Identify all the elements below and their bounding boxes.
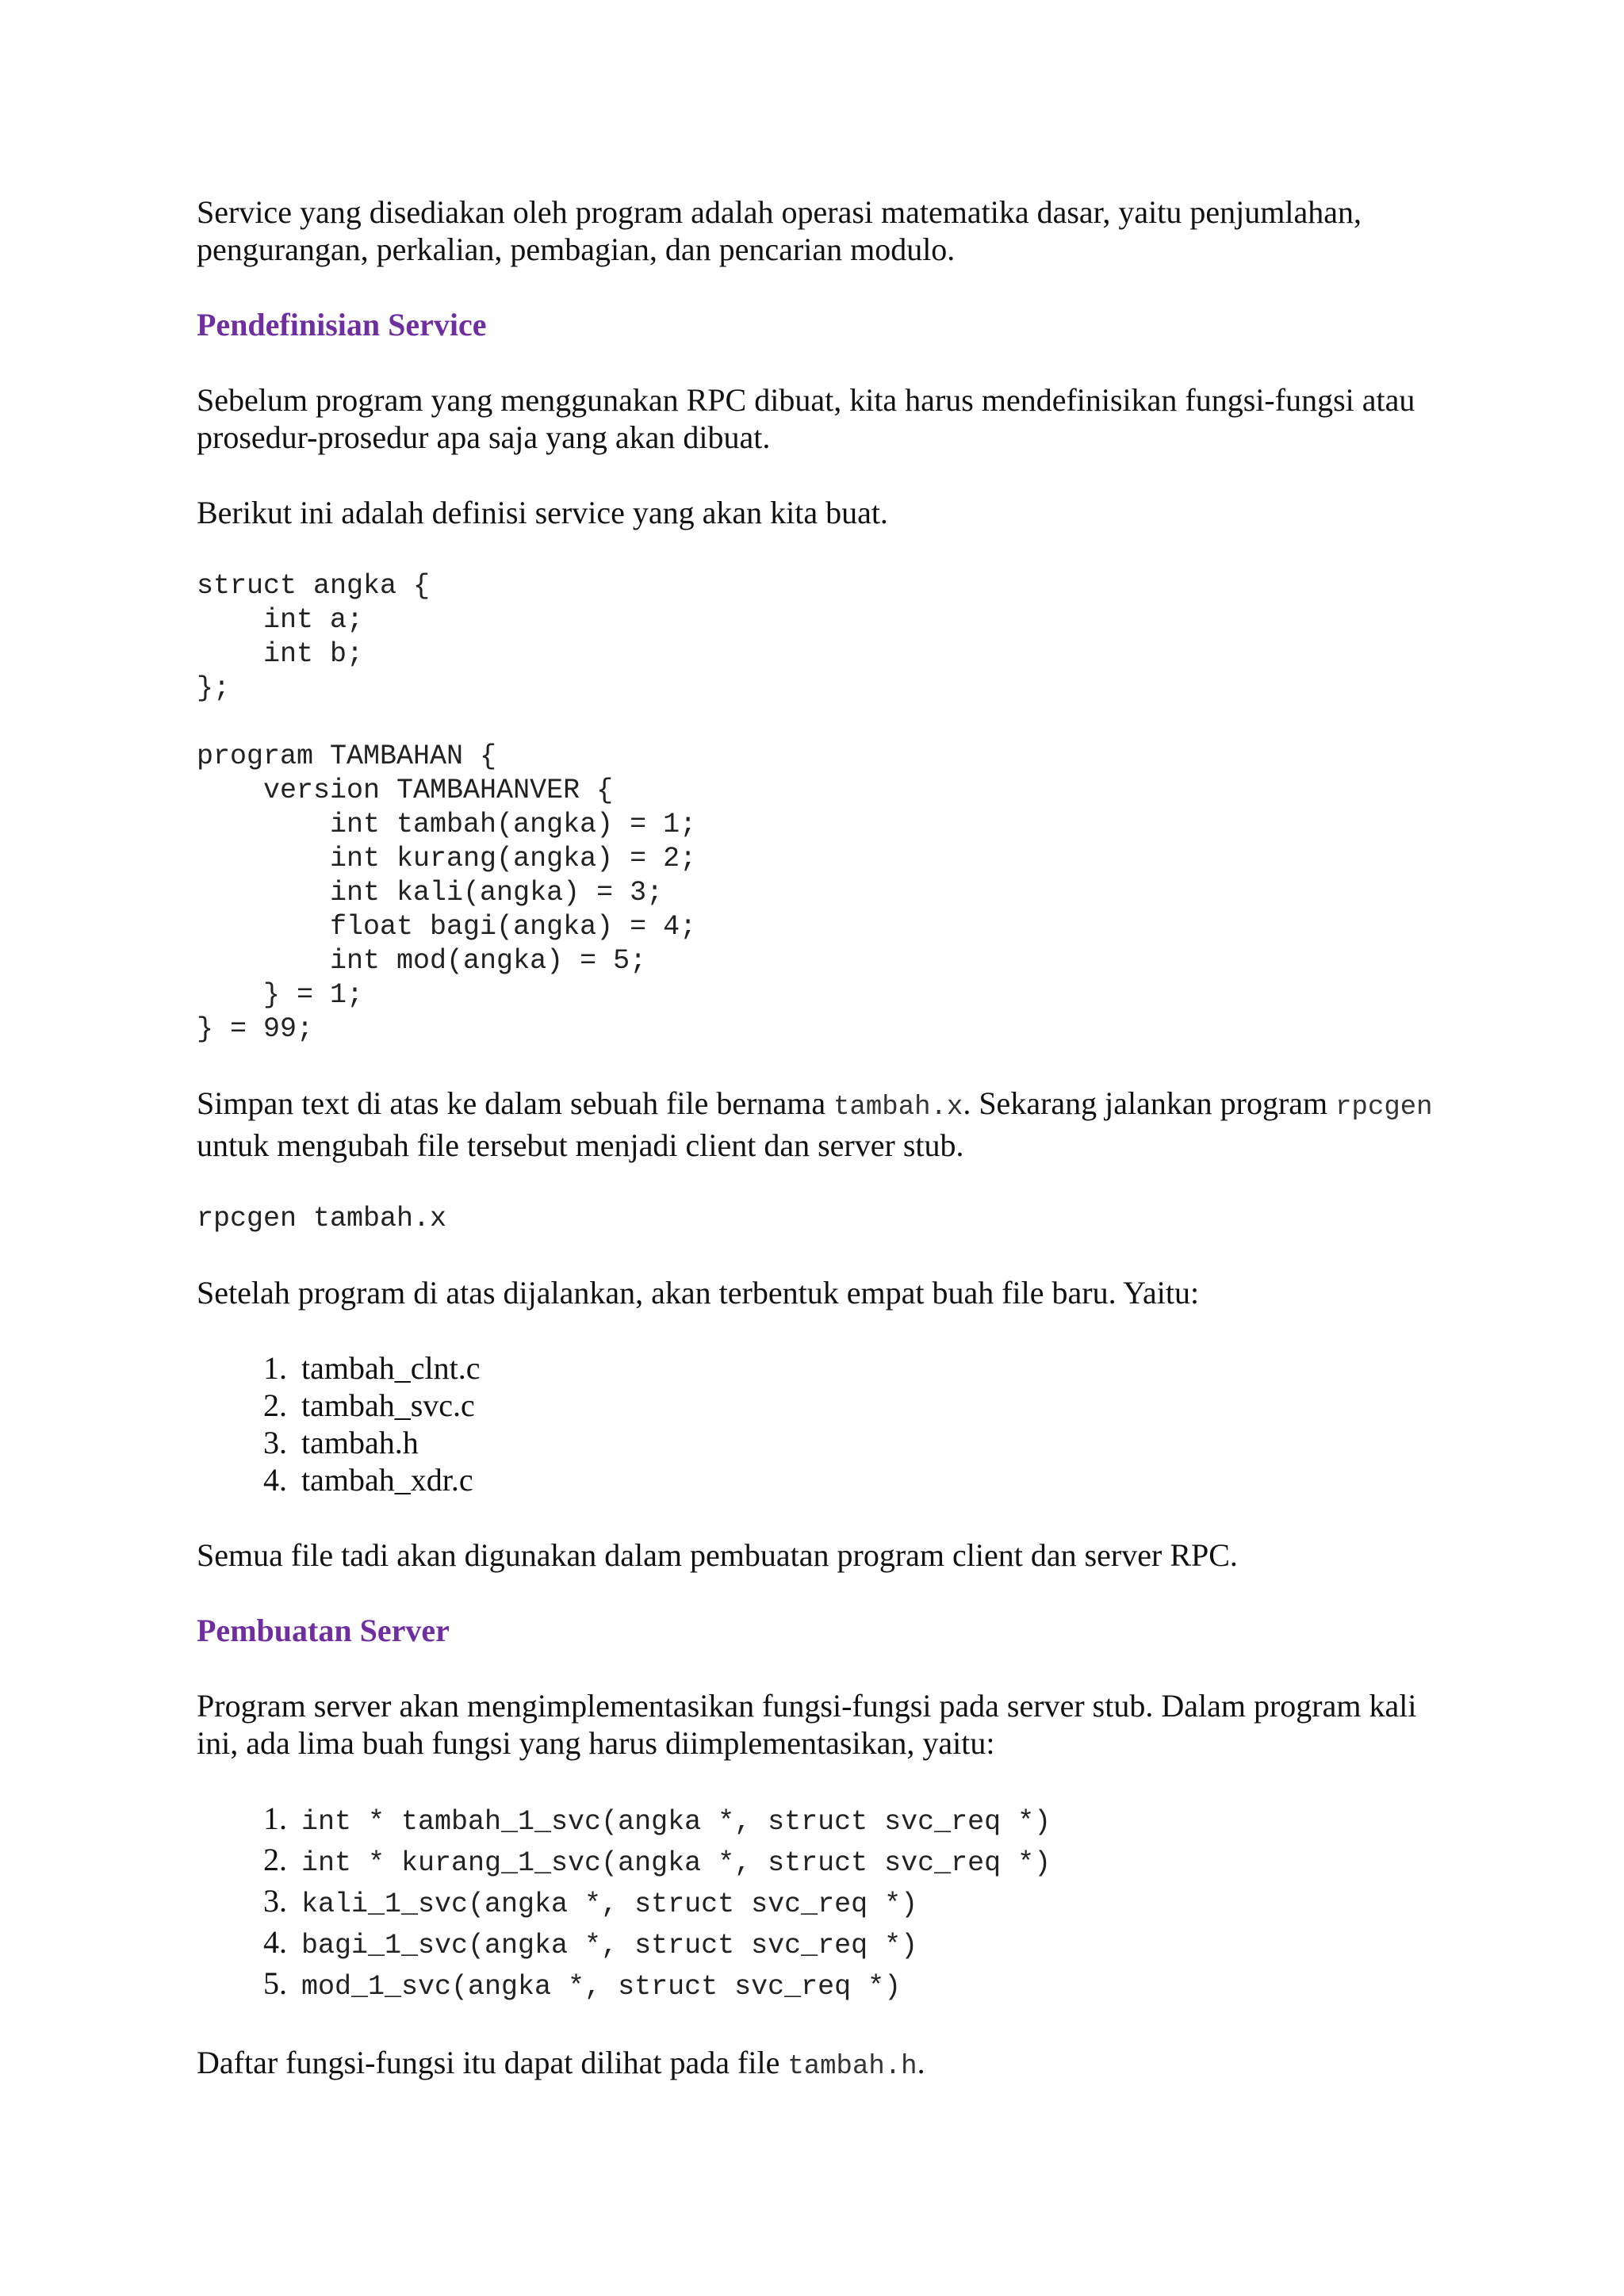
tool-rpcgen: rpcgen [1335,1093,1433,1123]
generated-files-intro: Setelah program di atas dijalankan, akan terbentuk empat buah file baru. Yaitu: [197,1275,1200,1311]
section-heading-service-definition: Pendefinisian Service [197,307,487,342]
service-definition-intro: Berikut ini adalah definisi service yang akan kita buat. [197,495,888,530]
section-heading-server-creation: Pembuatan Server [197,1613,450,1648]
functions-location-paragraph [197,2044,1434,2086]
list-item: 1. tambah_clnt.c [295,1349,1434,1387]
function-signature: bagi_1_svc(angka *, struct svc_req *) [301,1930,918,1961]
save-file-text-3: untuk mengubah file tersebut menjadi client dan server stub. [197,1127,964,1163]
save-file-paragraph [197,1085,1434,1164]
rpcgen-command-code-block: rpcgen tambah.x [197,1203,447,1234]
files-usage-paragraph: Semua file tadi akan digunakan dalam pembuatan program client dan server RPC. [197,1537,1238,1573]
list-item [295,1923,1434,1965]
generated-files-list [197,1349,1434,1498]
list-item [295,1800,1434,1841]
list-item [295,1882,1434,1923]
list-item: 4. tambah_xdr.c [295,1461,1434,1498]
list-item: 2. tambah_svc.c [295,1387,1434,1424]
rpc-definition-paragraph: Sebelum program yang menggunakan RPC dibuat, kita harus mendefinisikan fungsi-fungsi atau prosedur-prosedur apa saja yang akan dibuat. [197,382,1415,455]
filename-tambah-x: tambah.x [833,1093,963,1123]
function-signature: int * kurang_1_svc(angka *, struct svc_req *) [301,1847,1051,1879]
functions-location-text-2: . [917,2045,925,2080]
server-intro-paragraph: Program server akan mengimplementasikan fungsi-fungsi pada server stub. Dalam program kali ini, ada lima buah fungsi yang harus diimplementasikan, yaitu: [197,1688,1417,1761]
filename-tambah-h: tambah.h [787,2052,917,2082]
save-file-text-1: Simpan text di atas ke dalam sebuah file bernama [197,1085,834,1121]
document-page [197,193,1434,2124]
list-item [295,1841,1434,1882]
function-signature: kali_1_svc(angka *, struct svc_req *) [301,1888,918,1920]
intro-paragraph: Service yang disediakan oleh program adalah operasi matematika dasar, yaitu penjumlahan, pengurangan, perkalian, pembagian, dan pencarian modulo. [197,194,1362,267]
list-item: 3. tambah.h [295,1424,1434,1461]
functions-location-text-1: Daftar fungsi-fungsi itu dapat dilihat pada file [197,2045,788,2080]
server-functions-list [197,1800,1434,2006]
rpc-definition-code-block: struct angka { int a; int b; }; program TAMBAHAN { version TAMBAHANVER { int tambah(angka) = 1; int kurang(angka) = 2; int kali(angka) = 3; float bagi(angka) = 4; int mod(angka) = 5; } = 1; } = 99; [197,570,697,1045]
function-signature: int * tambah_1_svc(angka *, struct svc_req *) [301,1806,1051,1838]
save-file-text-2: . Sekarang jalankan program [963,1085,1336,1121]
function-signature: mod_1_svc(angka *, struct svc_req *) [301,1971,902,2003]
list-item [295,1965,1434,2006]
